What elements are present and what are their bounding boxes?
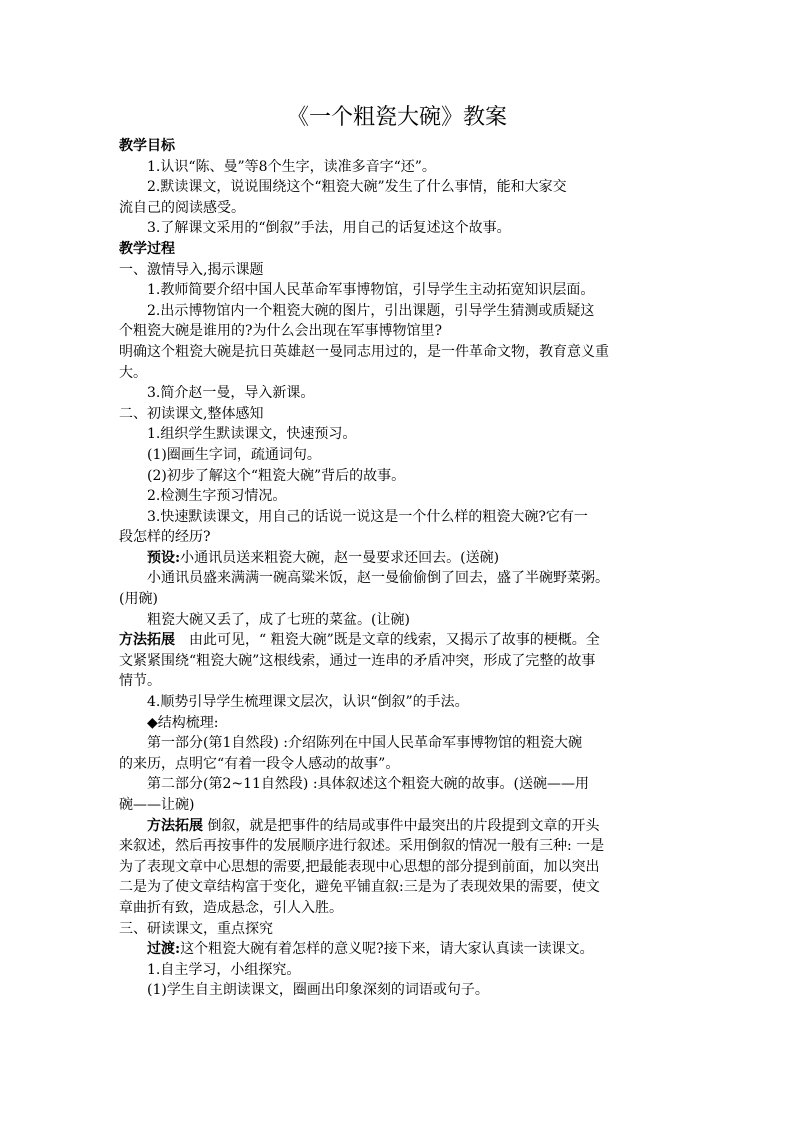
text-line (119, 486, 679, 507)
line-text: 1.认识“陈、曼”等8个生字，读准多音字“还”。 (147, 158, 436, 175)
inline-label: 过渡: (147, 941, 181, 958)
text-line (119, 816, 679, 837)
line-text: 段怎样的经历? (119, 529, 211, 546)
line-text: 小通讯员送来粗瓷大碗，赵一曼要求还回去。(送碗) (180, 549, 500, 566)
line-text: 由此可见，“ 粗瓷大碗”既是文章的线索，又揭示了故事的梗概。全 (175, 632, 600, 649)
text-line (119, 713, 679, 734)
line-text: 粗瓷大碗又丢了，成了七班的菜盆。(让碗) (147, 611, 410, 628)
text-line (119, 157, 679, 178)
line-text: 二、初读课文,整体感知 (119, 405, 264, 422)
text-line (119, 260, 679, 281)
text-line (119, 774, 679, 795)
text-line (119, 321, 679, 342)
line-text: 的来历，点明它“有着一段令人感动的故事”。 (119, 755, 400, 772)
line-text: 这个粗瓷大碗有着怎样的意义呢?接下来，请大家认真读一读课文。 (180, 941, 594, 958)
text-line (119, 630, 679, 651)
line-text: 文紧紧围绕“粗瓷大碗”这根线索，通过一连串的矛盾冲突，形成了完整的故事 (119, 652, 596, 669)
line-text: 1.组织学生默读课文，快速预习。 (147, 426, 357, 443)
line-text: (2)初步了解这个“粗瓷大碗”背后的故事。 (147, 467, 406, 484)
text-line (119, 589, 679, 610)
text-line (119, 383, 679, 404)
line-text: 3.快速默读课文，用自己的话说一说这是一个什么样的粗瓷大碗?它有一 (147, 508, 588, 525)
text-line (119, 466, 679, 487)
line-text: 明确这个粗瓷大碗是抗日英雄赵一曼同志用过的，是一件革命文物，教育意义重 (119, 343, 609, 360)
text-line (119, 342, 679, 363)
line-text: 第二部分(第2~11自然段) :具体叙述这个粗瓷大碗的故事。(送碗——用 (147, 776, 590, 793)
line-text: (1)学生自主朗读课文，圈画出印象深刻的词语或句子。 (147, 982, 489, 999)
text-line (119, 507, 679, 528)
line-text: 3.简介赵一曼，导入新课。 (147, 385, 315, 402)
text-line (119, 198, 679, 219)
line-text: 碗——让碗) (119, 797, 195, 813)
line-text: 大。 (119, 364, 147, 381)
line-text: 三、研读课文，重点探究 (119, 920, 273, 937)
text-line (119, 671, 679, 692)
text-line (119, 898, 679, 919)
page-title: 《一个粗瓷大碗》教案 (286, 105, 507, 130)
text-line (119, 527, 679, 548)
line-text: 1.自主学习，小组探究。 (147, 961, 301, 978)
text-line (119, 568, 679, 589)
line-text: 情节。 (119, 673, 161, 690)
line-text: 3.了解课文采用的“倒叙”手法，用自己的话复述这个故事。 (147, 220, 511, 237)
line-text: 二是为了使文章结构富于变化，避免平铺直叙:三是为了表现效果的需要，使文 (119, 879, 600, 896)
text-line (119, 280, 679, 301)
line-text: 一、激情导入,揭示课题 (119, 261, 264, 278)
line-text: 2.出示博物馆内一个粗瓷大碗的图片，引出课题，引导学生猜测或质疑这 (147, 302, 595, 319)
text-line (119, 610, 679, 631)
text-line (119, 939, 679, 960)
line-text: 2.检测生字预习情况。 (147, 488, 287, 505)
text-line (119, 836, 679, 857)
line-text: 个粗瓷大碗是谁用的?为什么会出现在军事博物馆里? (119, 323, 443, 340)
line-text: 教学目标 (119, 138, 175, 154)
line-text: 来叙述，然后再按事件的发展顺序进行叙述。采用倒叙的情况一般有三种: 一是 (119, 838, 605, 855)
line-text: 章曲折有致，造成悬念，引人入胜。 (119, 899, 343, 916)
line-text: (1)圈画生字词，疏通词句。 (147, 446, 321, 463)
line-text: 流自己的阅读感受。 (119, 199, 245, 216)
text-line (119, 754, 679, 775)
line-text: 第一部分(第1自然段) :介绍陈列在中国人民革命军事博物馆的粗瓷大碗 (147, 735, 582, 752)
section-heading (119, 239, 679, 260)
inline-label: 方法拓展 (147, 817, 203, 834)
line-text: 4.顺势引导学生梳理课文层次，认识“倒叙”的手法。 (147, 694, 469, 711)
section-heading (119, 136, 679, 157)
line-text: ◆结构梳理: (147, 714, 219, 731)
text-line (119, 733, 679, 754)
text-line (119, 404, 679, 425)
line-text: 1.教师简要介绍中国人民革命军事博物馆，引导学生主动拓宽知识层面。 (147, 282, 595, 299)
text-line (119, 795, 679, 816)
text-line (119, 301, 679, 322)
text-line (119, 363, 679, 384)
line-text: 小通讯员盛来满满一碗高粱米饭，赵一曼偷偷倒了回去，盛了半碗野菜粥。 (147, 570, 609, 587)
text-line (119, 857, 679, 878)
text-line (119, 980, 679, 1001)
text-line (119, 877, 679, 898)
line-text: 为了表现文章中心思想的需要,把最能表现中心思想的部分提到前面，加以突出 (119, 858, 600, 875)
text-line (119, 919, 679, 940)
line-text: 教学过程 (119, 240, 175, 257)
text-line (119, 960, 679, 981)
document-body (119, 136, 679, 1001)
line-text: 2.默读课文，说说围绕这个“粗瓷大碗”发生了什么事情，能和大家交 (147, 179, 567, 196)
text-line (119, 177, 679, 198)
text-line (119, 548, 679, 569)
inline-label: 方法拓展 (119, 632, 175, 649)
text-line (119, 651, 679, 672)
text-line (119, 424, 679, 445)
inline-label: 预设: (147, 549, 181, 566)
text-line (119, 218, 679, 239)
line-text: (用碗) (119, 591, 158, 608)
line-text: 倒叙，就是把事件的结局或事件中最突出的片段提到文章的开头 (203, 817, 600, 834)
text-line (119, 445, 679, 466)
text-line (119, 692, 679, 713)
